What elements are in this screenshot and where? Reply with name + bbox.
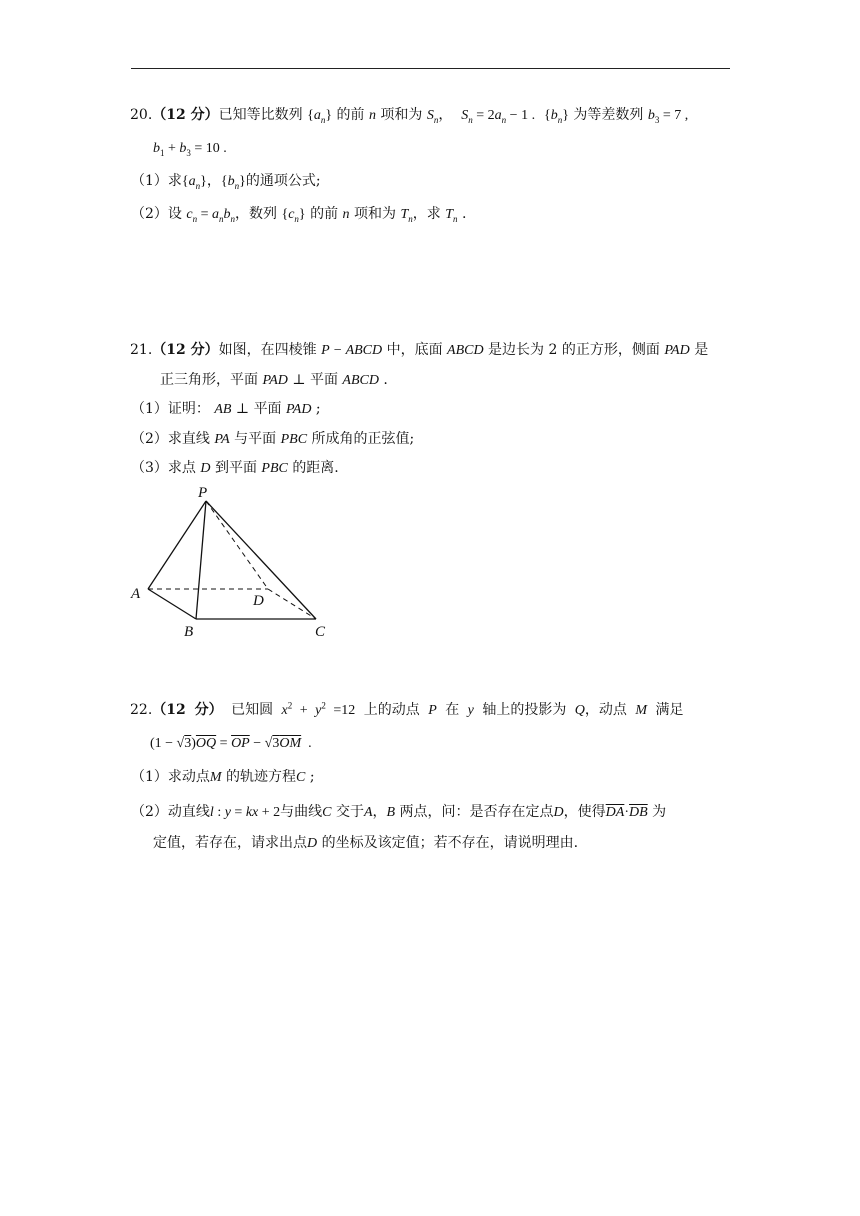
- label-C: C: [315, 624, 326, 640]
- header-rule: [131, 68, 730, 69]
- q20-condition: $b_1 + b_3 = 10$ .: [153, 141, 227, 158]
- q21-part3: （3）求点 D 到平面 PBC 的距离.: [131, 460, 339, 476]
- q21-part2: （2）求直线 PA 与平面 PBC 所成角的正弦值;: [131, 431, 415, 447]
- q20-stem-line1: 20.（12 分）已知等比数列 $\{a_n\}$ 的前 n 项和为 $S_n$， $S_n = 2a_n - 1$ . $\{b_n\}$ 为等差数列 $b_3 = 7$ ,: [130, 107, 689, 125]
- q20-number: 20.: [130, 107, 153, 123]
- label-P: P: [198, 485, 208, 501]
- q22-part1: （1）求动点M 的轨迹方程C ;: [131, 769, 315, 785]
- edge-PD: [206, 501, 268, 589]
- q22-stem-line1: 22.（12 分） 已知圆 $x^2 + y^2 =12$ 上的动点 P 在 y 轴上的投影为 Q，动点 M 满足: [130, 700, 684, 718]
- edge-AB: [148, 589, 196, 619]
- q20-score: （12 分）: [152, 107, 219, 123]
- label-D: D: [253, 593, 264, 609]
- edge-PB: [196, 501, 206, 619]
- q22-part2-cont: 定值，若存在，请求出点D 的坐标及该定值；若不存在，请说明理由.: [153, 835, 579, 851]
- pyramid-figure: [128, 484, 338, 644]
- q20-part2: （2）设 $c_n = a_nb_n$，数列 $\{c_n\}$ 的前 n 项和为 $T_n$，求 $T_n$ .: [131, 206, 467, 224]
- q21-stem-line2: 正三角形，平面 PAD ⊥ 平面 ABCD .: [160, 372, 388, 388]
- q22-condition: $(1 - √3)\overline{OQ} = \overline{OP} - √3\overline{OM}$ .: [150, 736, 312, 751]
- q20-part1: （1）求$\{a_n\}$，$\{b_n\}$的通项公式;: [131, 173, 321, 191]
- q21-stem-line1: 21.（12 分）如图，在四棱锥 P − ABCD 中，底面 ABCD 是边长为 2 的正方形，侧面 PAD 是: [130, 342, 709, 358]
- edge-PA: [148, 501, 206, 589]
- label-A: A: [131, 586, 141, 602]
- q21-part1: （1）证明： AB ⊥ 平面 PAD ;: [131, 401, 321, 417]
- label-B: B: [184, 624, 194, 640]
- q22-part2: （2）动直线l : y = kx + 2与曲线C 交于A，B 两点，问：是否存在定点D，使得$\overline{DA}\cdot\overline{DB}$ 为: [131, 804, 667, 820]
